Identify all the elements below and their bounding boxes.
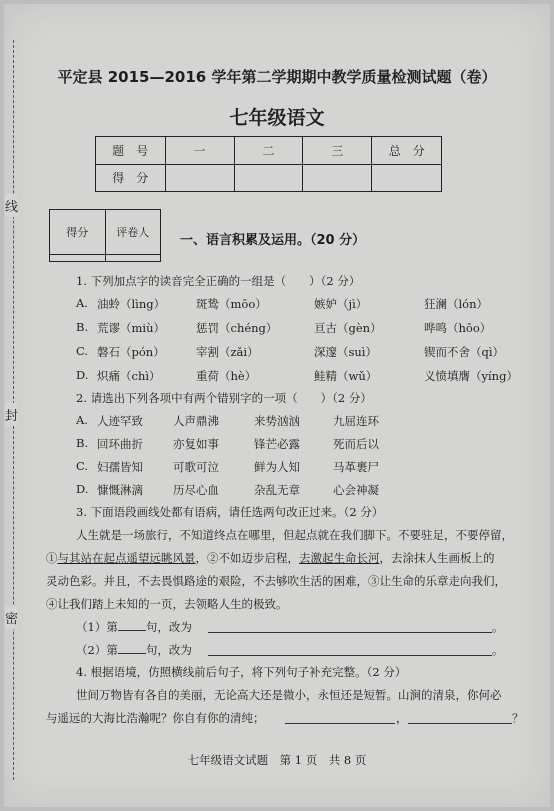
gutter-char-line: 线	[5, 194, 18, 217]
q3-answer-label: （1）第	[76, 620, 118, 634]
q3-underlined-text: 与其站在起点遥望远眺风景	[57, 551, 196, 565]
score-cell: 总 分	[372, 137, 442, 165]
q3-passage-line1: 人生就是一场旅行，不知道终点在哪里，但起点就在我们脚下。不要驻足，不要停留，	[76, 528, 513, 542]
q3-underlined-text: 去激起生命长河	[299, 551, 380, 565]
q1-opt-item: 荒谬（miù）	[97, 321, 165, 335]
q2-opt-item: 九屈连环	[333, 414, 379, 428]
page-footer: 七年级语文试题 第 1 页 共 8 页	[187, 753, 367, 767]
q2-opt-letter: A.	[76, 413, 88, 427]
q1-opt-item: 嫉妒（jì）	[314, 297, 368, 311]
section-title: 一、语言积累及运用。（20 分）	[180, 233, 366, 248]
score-cell: 二	[234, 137, 303, 165]
q2-opt-item: 锋芒必露	[254, 437, 300, 451]
q2-opt-item: 历尽心血	[173, 483, 219, 497]
gutter-char-seal: 封	[5, 403, 18, 426]
score-cell-empty[interactable]	[234, 164, 303, 192]
q3-answer-label: （2）第	[76, 643, 118, 657]
q1-opt-item: 油蛉（lìng）	[97, 297, 166, 311]
q1-opt-item: 亘古（gèn）	[314, 321, 382, 335]
q3-stem: 3. 下面语段画线处都有语病，请任选两句改正过来。（2 分）	[76, 505, 384, 519]
q2-opt-item: 慷慨淋漓	[97, 483, 143, 497]
q3-period: 。	[492, 643, 504, 657]
q1-opt-item: 宰割（zǎi）	[196, 345, 259, 359]
score-table	[95, 136, 442, 192]
q3-text: ，去涂抹人生画板上的	[379, 551, 495, 565]
q1-opt-letter: D.	[76, 368, 89, 382]
q4-blank-1[interactable]	[285, 723, 395, 724]
grader-cell-empty[interactable]	[50, 254, 106, 261]
q3-marker: ①	[46, 551, 58, 565]
score-table-row-score	[96, 164, 442, 192]
q1-opt-item: 惩罚（chéng）	[196, 321, 278, 335]
q1-opt-item: 鲑精（wǔ）	[314, 369, 378, 383]
grader-header-grader: 评卷人	[105, 210, 161, 255]
q4-stem: 4. 根据语境，仿照横线前后句子，将下列句子补充完整。（2 分）	[76, 665, 407, 679]
q2-stem: 2. 请选出下列各项中有两个错别字的一项（ ）（2 分）	[76, 391, 372, 405]
q1-opt-item: 磐石（pón）	[97, 345, 165, 359]
q3-passage-line2	[46, 550, 495, 566]
q2-opt-item: 心会神凝	[333, 483, 379, 497]
q2-opt-letter: B.	[76, 436, 89, 450]
q1-opt-item: 狂澜（lón）	[424, 297, 489, 311]
q4-passage-line1: 世间万物皆有各自的美丽，无论高大还是微小，永恒还是短暂。山涧的清泉，你何必	[76, 688, 502, 702]
q4-comma: ，	[396, 711, 408, 725]
q3-answer-label: 句，改为	[145, 643, 192, 657]
q2-opt-letter: D.	[76, 482, 89, 496]
q1-opt-item: 炽痛（chì）	[97, 369, 161, 383]
q1-opt-item: 义愤填膺（yíng）	[424, 369, 518, 383]
score-table-row-header	[96, 137, 442, 165]
q2-opt-item: 马革裹尸	[333, 460, 379, 474]
q4-blank-2[interactable]	[408, 723, 512, 724]
score-cell-empty[interactable]	[372, 164, 442, 192]
q3-answer-label: 句，改为	[145, 620, 192, 634]
q1-opt-letter: B.	[76, 320, 89, 334]
q4-question-mark: ？	[512, 711, 524, 725]
score-cell: 题 号	[96, 137, 166, 165]
q3-answer1-blank[interactable]	[208, 632, 492, 633]
score-cell-empty[interactable]	[303, 164, 372, 192]
q2-opt-item: 来势汹汹	[254, 414, 300, 428]
score-cell-empty[interactable]	[165, 164, 234, 192]
q2-opt-item: 可歌可泣	[173, 460, 219, 474]
score-cell: 得 分	[96, 164, 166, 192]
q3-text: ，②不如迈步启程，	[195, 551, 299, 565]
grader-table	[49, 209, 161, 262]
q1-opt-letter: A.	[76, 296, 88, 310]
q2-opt-item: 鲜为人知	[254, 460, 300, 474]
q1-opt-item: 深邃（suì）	[314, 345, 377, 359]
exam-title: 平定县 2015—2016 学年第二学期期中教学质量检测试题（卷）	[57, 68, 497, 86]
q1-opt-item: 哗鸣（hōo）	[424, 321, 492, 335]
q3-answer2	[76, 642, 192, 658]
q3-passage-line4: ④让我们踏上未知的一页，去领略人生的极致。	[46, 597, 288, 611]
q1-opt-item: 斑鸷（mōo）	[196, 297, 267, 311]
score-cell: 三	[303, 137, 372, 165]
q3-passage-line3: 灵动色彩。并且，不去畏惧路途的艰险，不去够吹生活的困难，③让生命的乐章走向我们，	[46, 574, 506, 588]
q1-opt-item: 重荷（hè）	[196, 369, 257, 383]
exam-subtitle: 七年级语文	[229, 107, 325, 129]
q3-answer1	[76, 619, 192, 635]
gutter-char-secret: 密	[5, 606, 18, 629]
q3-answer2-blank[interactable]	[208, 655, 492, 656]
q1-opt-item: 锲而不舍（qì）	[424, 345, 505, 359]
q1-opt-letter: C.	[76, 344, 89, 358]
score-cell: 一	[165, 137, 234, 165]
q2-opt-item: 人声鼎沸	[173, 414, 219, 428]
grader-header-score: 得分	[50, 210, 106, 255]
q2-opt-letter: C.	[76, 459, 89, 473]
q1-stem: 1. 下列加点字的读音完全正确的一组是（ ）（2 分）	[76, 274, 361, 288]
q2-opt-item: 亦复如事	[173, 437, 219, 451]
q2-opt-item: 回环曲折	[97, 437, 143, 451]
q2-opt-item: 死而后以	[333, 437, 379, 451]
q3-period: 。	[492, 620, 504, 634]
q2-opt-item: 杂乱无章	[254, 483, 300, 497]
q4-passage-line2: 与遥远的大海比浩瀚呢？你自有你的清纯；	[46, 711, 265, 725]
grader-cell-empty[interactable]	[105, 254, 161, 261]
q2-opt-item: 妇孺皆知	[97, 460, 143, 474]
q2-opt-item: 人迹罕致	[97, 414, 143, 428]
